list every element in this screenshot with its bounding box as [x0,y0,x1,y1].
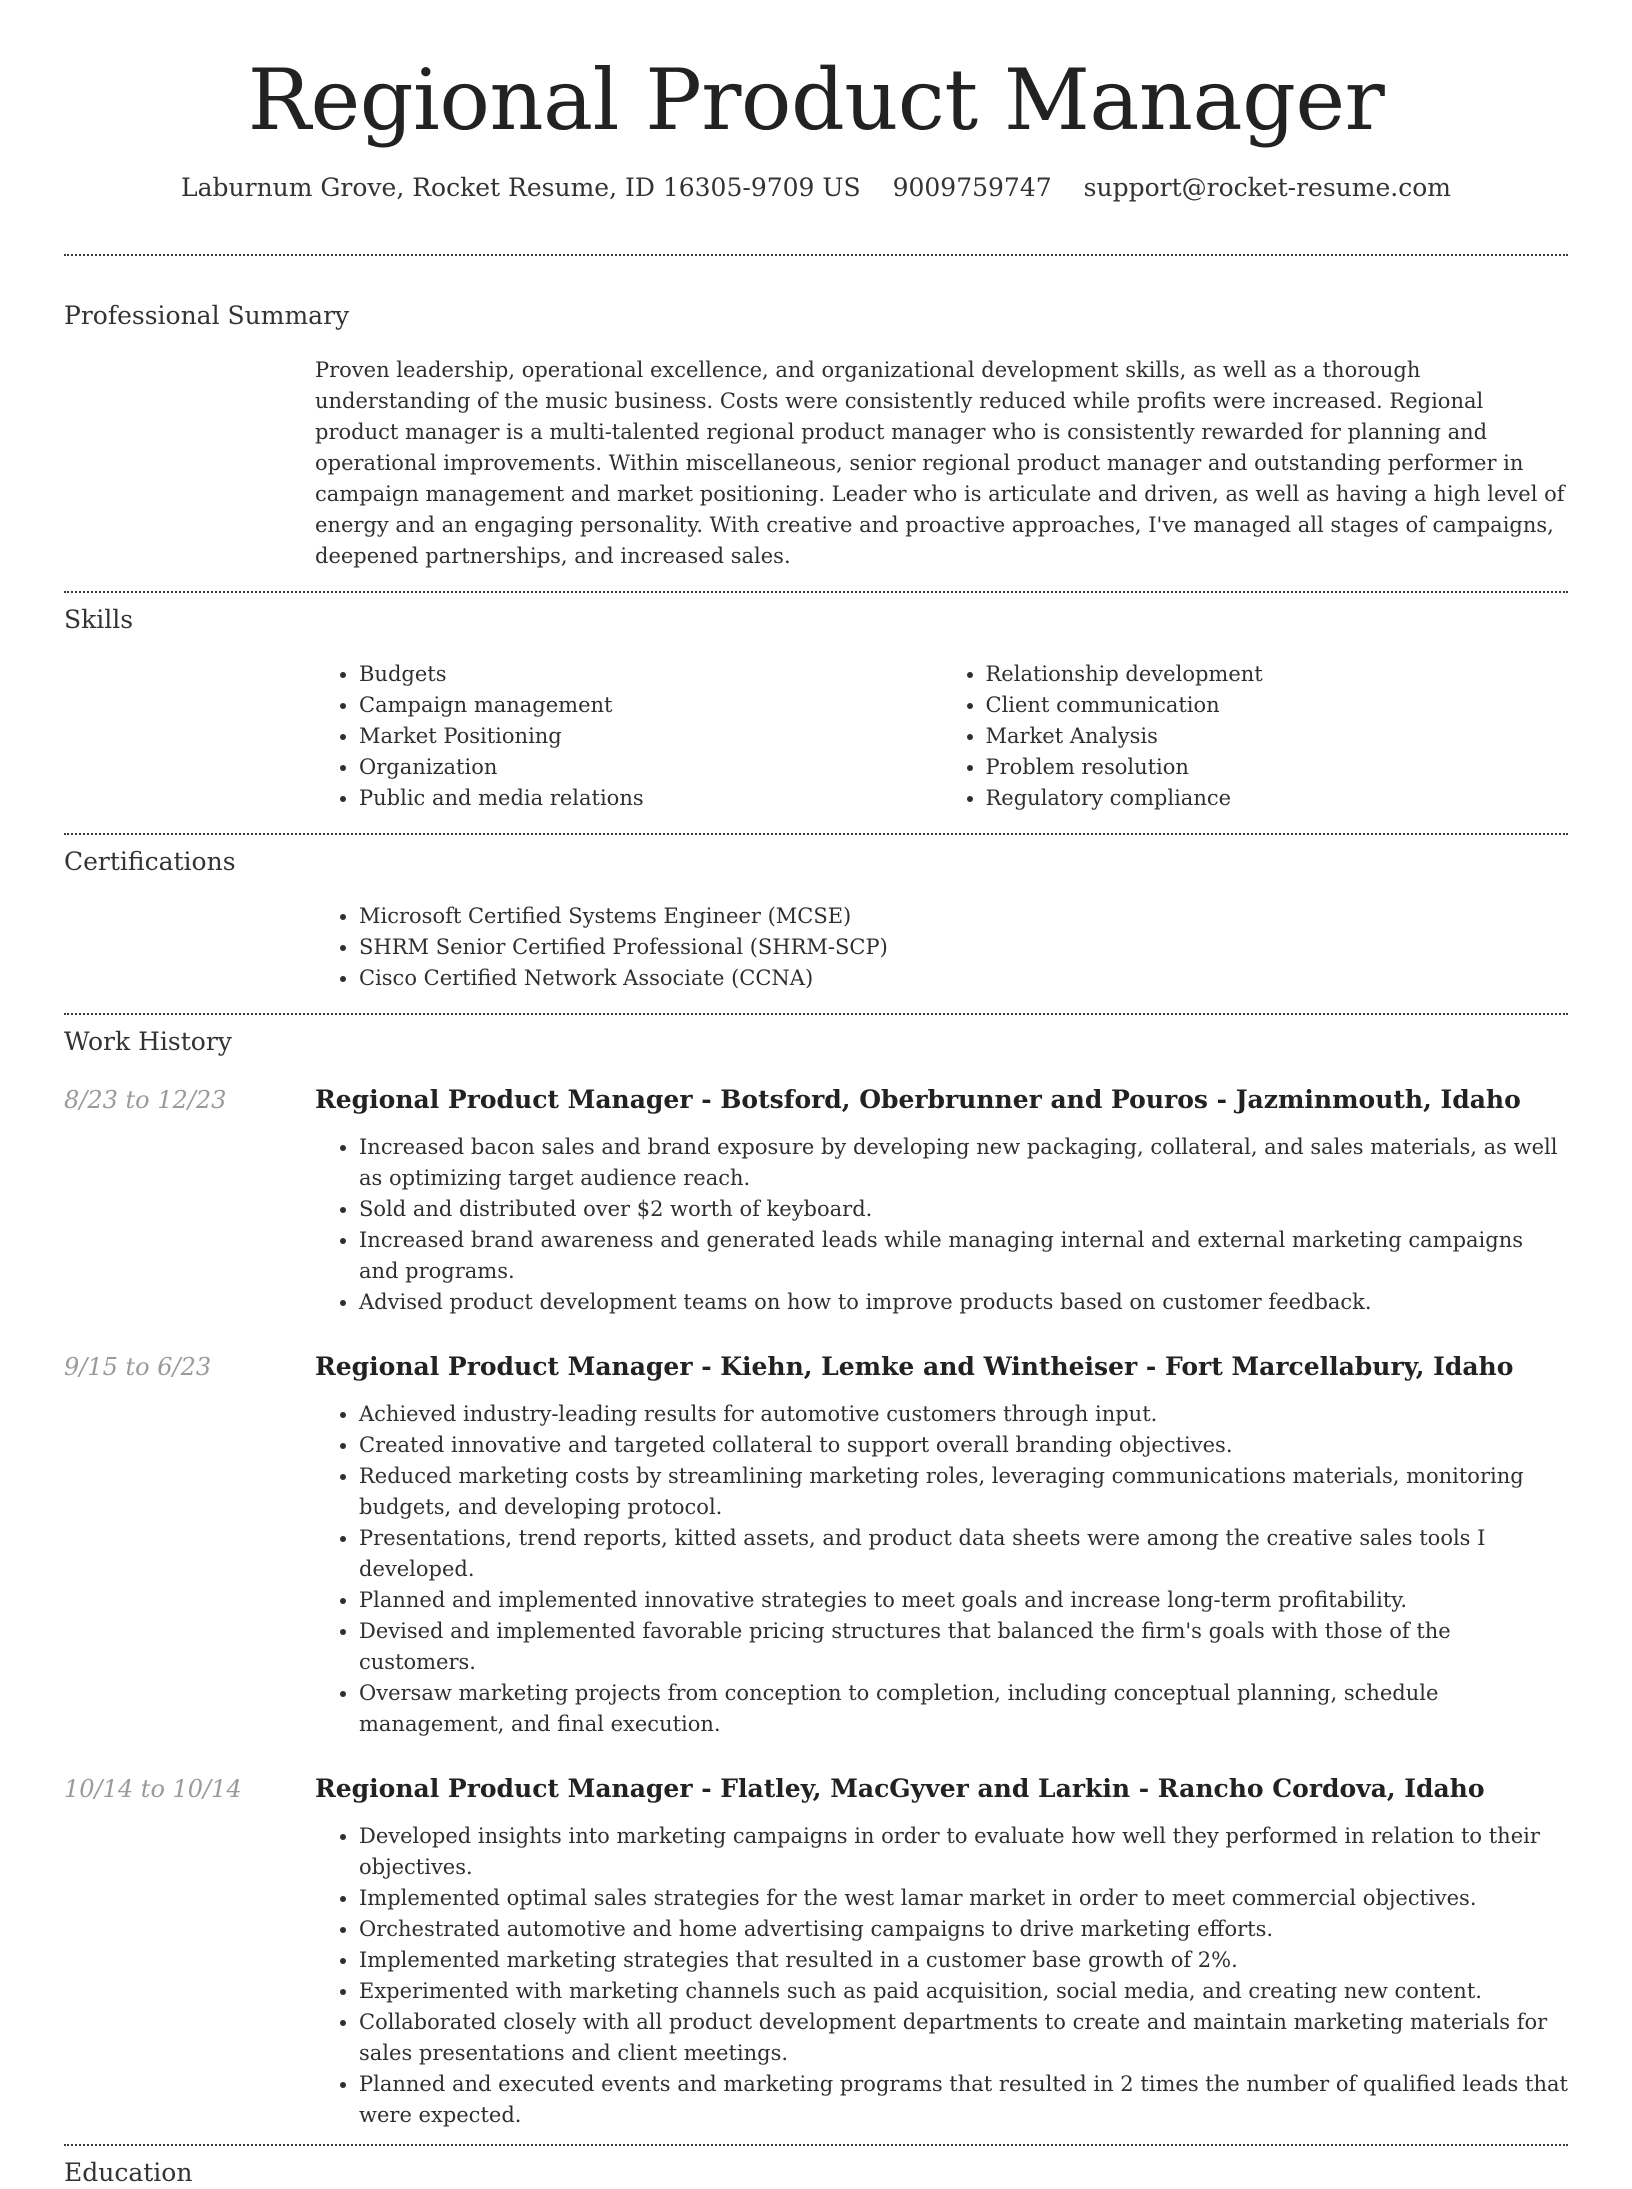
job-title: Regional Product Manager - Flatley, MacGyver and Larkin - Rancho Cordova, Idaho [315,1774,1485,1803]
summary-heading: Professional Summary [64,301,350,330]
contact-line [64,172,1568,204]
section-divider [64,833,1568,835]
section-divider [64,254,1568,256]
job-main [315,1351,1568,1740]
education-heading: Education [64,2158,193,2187]
job-bullet: • Devised and implemented favorable pricing structures that balanced the firm's goals with those of the customers. [359,1616,1568,1678]
job-bullet: • Orchestrated automotive and home advertising campaigns to drive marketing efforts. [359,1914,1568,1945]
job-bullet: • Increased bacon sales and brand exposure by developing new packaging, collateral, and sales materials, as well as optimizing target audience reach. [359,1132,1568,1194]
skills-heading: Skills [64,605,134,634]
certifications-section [64,846,1568,994]
contact-email: support@rocket-resume.com [1083,173,1451,202]
job-bullet: • Achieved industry-leading results for automotive customers through input. [359,1399,1568,1430]
job-main [315,1773,1568,2131]
skill-item: • Problem resolution [986,752,1569,783]
job-bullet: • Presentations, trend reports, kitted assets, and product data sheets were among the creative sales tools I developed. [359,1523,1568,1585]
job-bullets [315,1399,1568,1740]
skill-item: • Market Positioning [359,721,942,752]
job-entry [64,1084,1568,1318]
job-bullet: • Created innovative and targeted collateral to support overall branding objectives. [359,1430,1568,1461]
section-divider [64,1013,1568,1015]
skill-item: • Client communication [986,690,1569,721]
summary-section [64,300,1568,572]
job-bullet: • Advised product development teams on how to improve products based on customer feedback. [359,1287,1568,1318]
job-bullet: • Implemented marketing strategies that resulted in a customer base growth of 2%. [359,1945,1568,1976]
skill-item: • Campaign management [359,690,942,721]
certifications-heading: Certifications [64,847,236,876]
skill-item: • Public and media relations [359,783,942,814]
work-history-section [64,1026,1568,2131]
job-title: Regional Product Manager - Botsford, Oberbrunner and Pouros - Jazminmouth, Idaho [315,1085,1521,1114]
work-history-heading: Work History [64,1027,232,1056]
skill-item: • Organization [359,752,942,783]
job-bullet: • Developed insights into marketing campaigns in order to evaluate how well they performed in relation to their objectives. [359,1821,1568,1883]
job-main [315,1084,1568,1318]
job-bullet: • Reduced marketing costs by streamlining marketing roles, leveraging communications materials, monitoring budgets, and developing protocol. [359,1461,1568,1523]
certifications-body [315,901,1568,994]
skills-list-left [315,659,942,814]
job-entry [64,1351,1568,1740]
job-dates: 8/23 to 12/23 [64,1086,227,1114]
job-bullet: • Implemented optimal sales strategies for the west lamar market in order to meet commercial objectives. [359,1883,1568,1914]
job-bullet: • Collaborated closely with all product development departments to create and maintain marketing materials for sales presentations and client meetings. [359,2007,1568,2069]
section-divider [64,591,1568,593]
skills-list-right [942,659,1569,814]
skills-section [64,604,1568,814]
skills-grid [315,659,1568,814]
job-bullet: • Experimented with marketing channels such as paid acquisition, social media, and creating new content. [359,1976,1568,2007]
job-bullet: • Planned and implemented innovative strategies to meet goals and increase long-term profitability. [359,1585,1568,1616]
job-bullet: • Sold and distributed over $2 worth of keyboard. [359,1194,1568,1225]
skill-item: • Market Analysis [986,721,1569,752]
summary-body [315,355,1568,572]
skill-item: • Regulatory compliance [986,783,1569,814]
summary-text: Proven leadership, operational excellence, and organizational development skills, as well as a thorough understanding of the music business. Costs were consistently reduced while profits were increased. Regional product manager is a multi-talented regional product manager who is consistently rewarded for planning and operational improvements. Within miscellaneous, senior regional product manager and outstanding performer in campaign management and market positioning. Leader who is articulate and driven, as well as having a high level of energy and an engaging personality. With creative and proactive approaches, I've managed all stages of campaigns, deepened partnerships, and increased sales. [315,358,1565,568]
contact-address: Laburnum Grove, Rocket Resume, ID 16305-9709 US [181,173,861,202]
job-bullets [315,1821,1568,2131]
contact-phone: 9009759747 [892,173,1052,202]
certification-item: • SHRM Senior Certified Professional (SHRM-SCP) [359,932,1568,963]
skill-item: • Relationship development [986,659,1569,690]
section-divider [64,2144,1568,2146]
job-bullet: • Increased brand awareness and generated leads while managing internal and external marketing campaigns and programs. [359,1225,1568,1287]
education-section [64,2157,1568,2189]
job-entry [64,1773,1568,2131]
job-bullet: • Oversaw marketing projects from conception to completion, including conceptual planning, schedule management, and final execution. [359,1678,1568,1740]
job-title: Regional Product Manager - Kiehn, Lemke and Wintheiser - Fort Marcellabury, Idaho [315,1352,1514,1381]
job-dates: 10/14 to 10/14 [64,1775,242,1803]
job-dates: 9/15 to 6/23 [64,1353,212,1381]
skill-item: • Budgets [359,659,942,690]
job-bullets [315,1132,1568,1318]
certification-item: • Microsoft Certified Systems Engineer (MCSE) [359,901,1568,932]
certifications-list [315,901,1568,994]
resume-page [64,0,1568,2189]
resume-name: Regional Product Manager [247,51,1385,149]
certification-item: • Cisco Certified Network Associate (CCNA) [359,963,1568,994]
job-bullet: • Planned and executed events and marketing programs that resulted in 2 times the number of qualified leads that were expected. [359,2069,1568,2131]
